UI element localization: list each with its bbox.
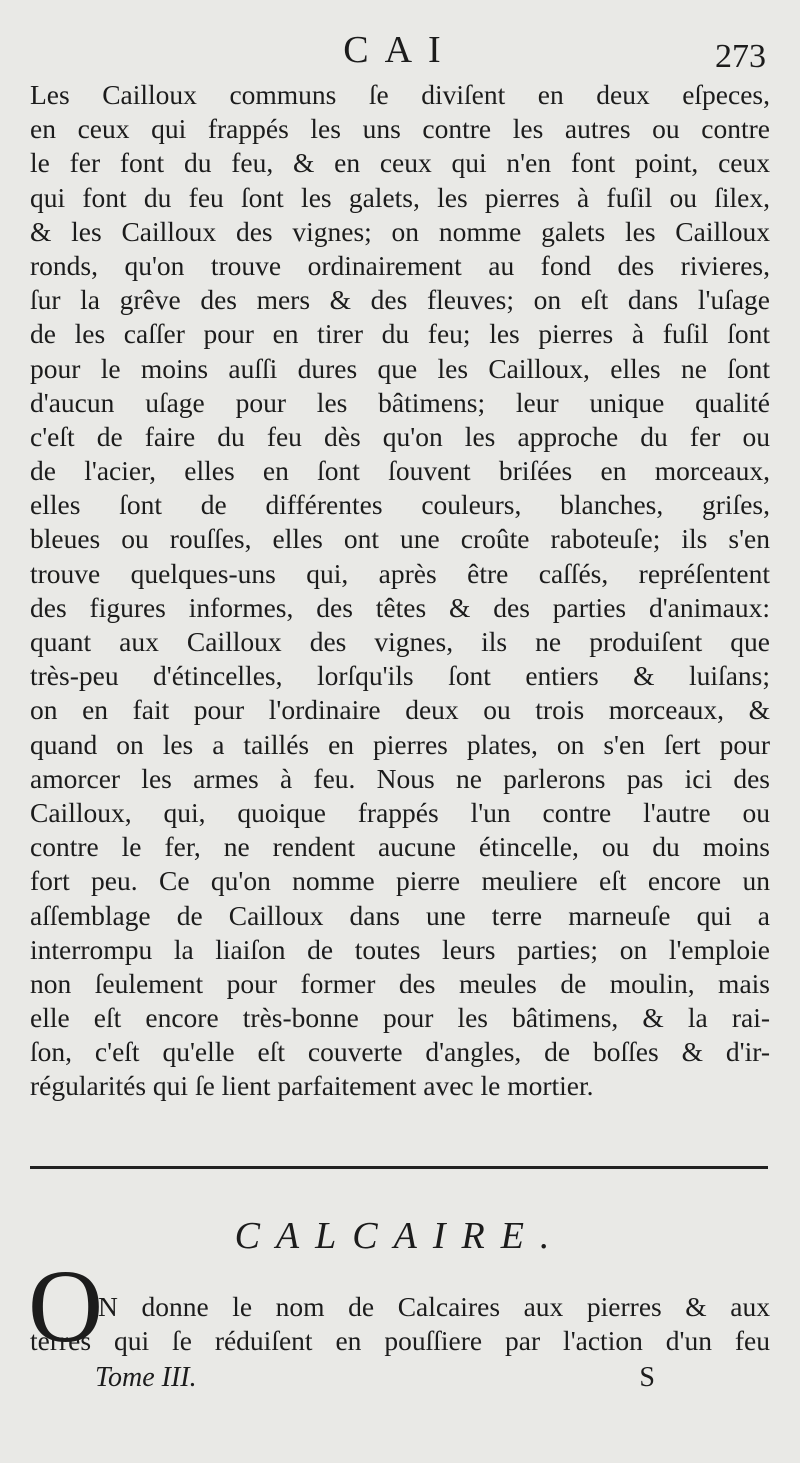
text-line: régularités qui ſe lient parfaitement avec le mortier.	[30, 1070, 594, 1102]
section-title: CALCAIRE.	[234, 1215, 566, 1257]
text-line: & les Cailloux des vignes; on nomme galets les Cailloux	[30, 215, 770, 247]
section-body	[30, 1290, 770, 1358]
text-line: c'eſt de faire du feu dès qu'on les approche du fer ou	[30, 420, 770, 452]
text-line: bleues ou rouſſes, elles ont une croûte raboteuſe; ils s'en	[30, 523, 770, 555]
page-header	[0, 28, 800, 78]
running-head: CAI	[343, 29, 457, 71]
text-line: quand on les a taillés en pierres plates, on s'en ſert pour	[30, 728, 770, 760]
text-line: le fer font du feu, & en ceux qui n'en font point, ceux	[30, 147, 770, 179]
text-line: on en fait pour l'ordinaire deux ou trois morceaux, &	[30, 694, 770, 726]
text-line: terres qui ſe réduiſent en pouſſiere par l'action d'un feu	[30, 1325, 770, 1357]
text-line: trouve quelques-uns qui, après être caſſés, repréſentent	[30, 557, 770, 589]
text-line: ſur la grêve des mers & des fleuves; on eſt dans l'uſage	[30, 284, 770, 316]
text-line: non ſeulement pour former des meules de moulin, mais	[30, 967, 770, 999]
text-line: en ceux qui frappés les uns contre les autres ou contre	[30, 113, 770, 145]
text-line: très-peu d'étincelles, lorſqu'ils ſont entiers & luiſans;	[30, 660, 770, 692]
section-divider	[30, 1166, 768, 1169]
text-line: amorcer les armes à feu. Nous ne parlerons pas ici des	[30, 762, 770, 794]
text-line: aſſemblage de Cailloux dans une terre marneuſe qui a	[30, 899, 770, 931]
signature-mark: S	[639, 1362, 655, 1393]
text-line: fort peu. Ce qu'on nomme pierre meuliere eſt encore un	[30, 865, 770, 897]
text-line: elles ſont de différentes couleurs, blanches, griſes,	[30, 489, 770, 521]
text-line: quant aux Cailloux des vignes, ils ne produiſent que	[30, 626, 770, 657]
text-line: de les caſſer pour en tirer du feu; les pierres à fuſil ſont	[30, 318, 770, 350]
text-line: Cailloux, qui, quoique frappés l'un contre l'autre ou	[30, 796, 770, 828]
text-line: pour le moins auſſi dures que les Cailloux, elles ne ſont	[30, 352, 770, 384]
text-line: interrompu la liaiſon de toutes leurs parties; on l'emploie	[30, 933, 770, 965]
text-line: ronds, qu'on trouve ordinairement au fond des rivieres,	[30, 249, 770, 281]
volume-label: Tome III.	[95, 1362, 197, 1393]
page-footer	[95, 1362, 655, 1402]
text-line: contre le fer, ne rendent aucune étincelle, ou du moins	[30, 831, 770, 863]
text-line: elle eſt encore très-bonne pour les bâtimens, & la rai-	[30, 1002, 770, 1034]
text-line: Les Cailloux communs ſe diviſent en deux eſpeces,	[30, 79, 770, 110]
text-line: de l'acier, elles en ſont ſouvent briſées en morceaux,	[30, 455, 770, 487]
drop-cap: O	[28, 1249, 104, 1364]
text-line: des figures informes, des têtes & des parties d'animaux:	[30, 591, 770, 623]
page-number: 273	[715, 38, 766, 75]
text-line: qui font du feu ſont les galets, les pierres à fuſil ou ſilex,	[30, 181, 770, 213]
text-line: N donne le nom de Calcaires aux pierres & aux	[98, 1291, 770, 1322]
text-line: ſon, c'eſt qu'elle eſt couverte d'angles, de boſſes & d'ir-	[30, 1036, 770, 1068]
text-line: d'aucun uſage pour les bâtimens; leur unique qualité	[30, 386, 770, 418]
body-text	[30, 78, 770, 1104]
